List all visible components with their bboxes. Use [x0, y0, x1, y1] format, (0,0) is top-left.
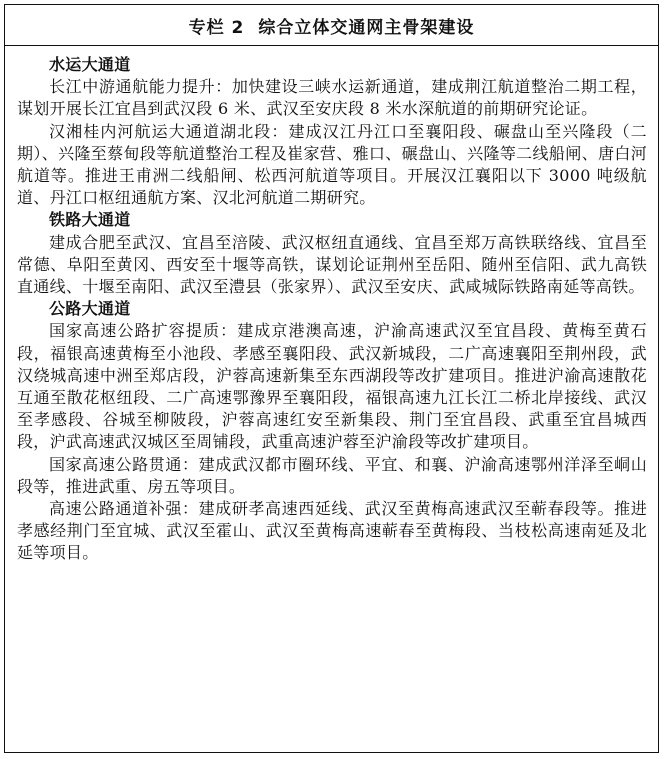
box-title-bar: [5, 5, 658, 46]
box-label: 专栏 2: [188, 17, 245, 38]
column-box: [4, 4, 659, 753]
paragraph: 国家高速公路扩容提质：建成京港澳高速，沪渝高速武汉至宜昌段、黄梅至黄石段，福银高速黄梅至小池段、孝感至襄阳段、武汉新城段，二广高速襄阳至荆州段，武汉绕城高速中洲至郑店段，沪蓉高速新集至东西湖段等改扩建项目。推进沪渝高速散花互通至散花枢纽段、二广高速鄂豫界至襄阳段，福银高速九江长江二桥北岸接线、武汉至孝感段、谷城至柳陂段，沪蓉高速红安至新集段、荆门至宜昌段、武重至宜昌城西段，沪武高速武汉城区至周铺段，武重高速沪蓉至沪渝段等改扩建项目。: [17, 321, 647, 452]
box-title: 综合立体交通网主骨架建设: [258, 17, 475, 38]
paragraph: 高速公路通道补强：建成研孝高速西延线、武汉至黄梅高速武汉至蕲春段等。推进孝感经荆门至宜城、武汉至霍山、武汉至黄梅高速蕲春至黄梅段、当枝松高速南延及北延等项目。: [17, 499, 647, 563]
paragraph: 长江中游通航能力提升：加快建设三峡水运新通道，建成荆江航道整治二期工程，谋划开展长江宜昌到武汉段 6 米、武汉至安庆段 8 米水深航道的前期研究论证。: [17, 77, 647, 119]
section-heading-railway: 铁路大通道: [49, 210, 131, 230]
paragraph: 汉湘桂内河航运大通道湖北段：建成汉江丹江口至襄阳段、碾盘山至兴隆段（二期）、兴隆至蔡甸段等航道整治工程及崔家营、雅口、碾盘山、兴隆等二线船闸、唐白河航道等。推进王甫洲二线船闸、松西河航道等项目。开展汉江襄阳以下 3000 吨级航道、丹江口枢纽通航方案、汉北河航道二期研究。: [17, 121, 647, 208]
section-heading-waterway: 水运大通道: [49, 55, 131, 74]
section-heading-highway: 公路大通道: [49, 299, 131, 319]
paragraph: 建成合肥至武汉、宜昌至涪陵、武汉枢纽直通线、宜昌至郑万高铁联络线、宜昌至常德、阜阳至黄冈、西安至十堰等高铁，谋划论证荆州至岳阳、随州至信阳、武九高铁直通线、十堰至南阳、武汉至澧县（张家界）、武汉至安庆、武咸城际铁路南延等高铁。: [17, 232, 647, 297]
paragraph: 国家高速公路贯通：建成武汉都市圈环线、平宜、和襄、沪渝高速鄂州洋泽至峒山段等，推进武重、房五等项目。: [17, 454, 647, 496]
box-content: [5, 46, 658, 565]
